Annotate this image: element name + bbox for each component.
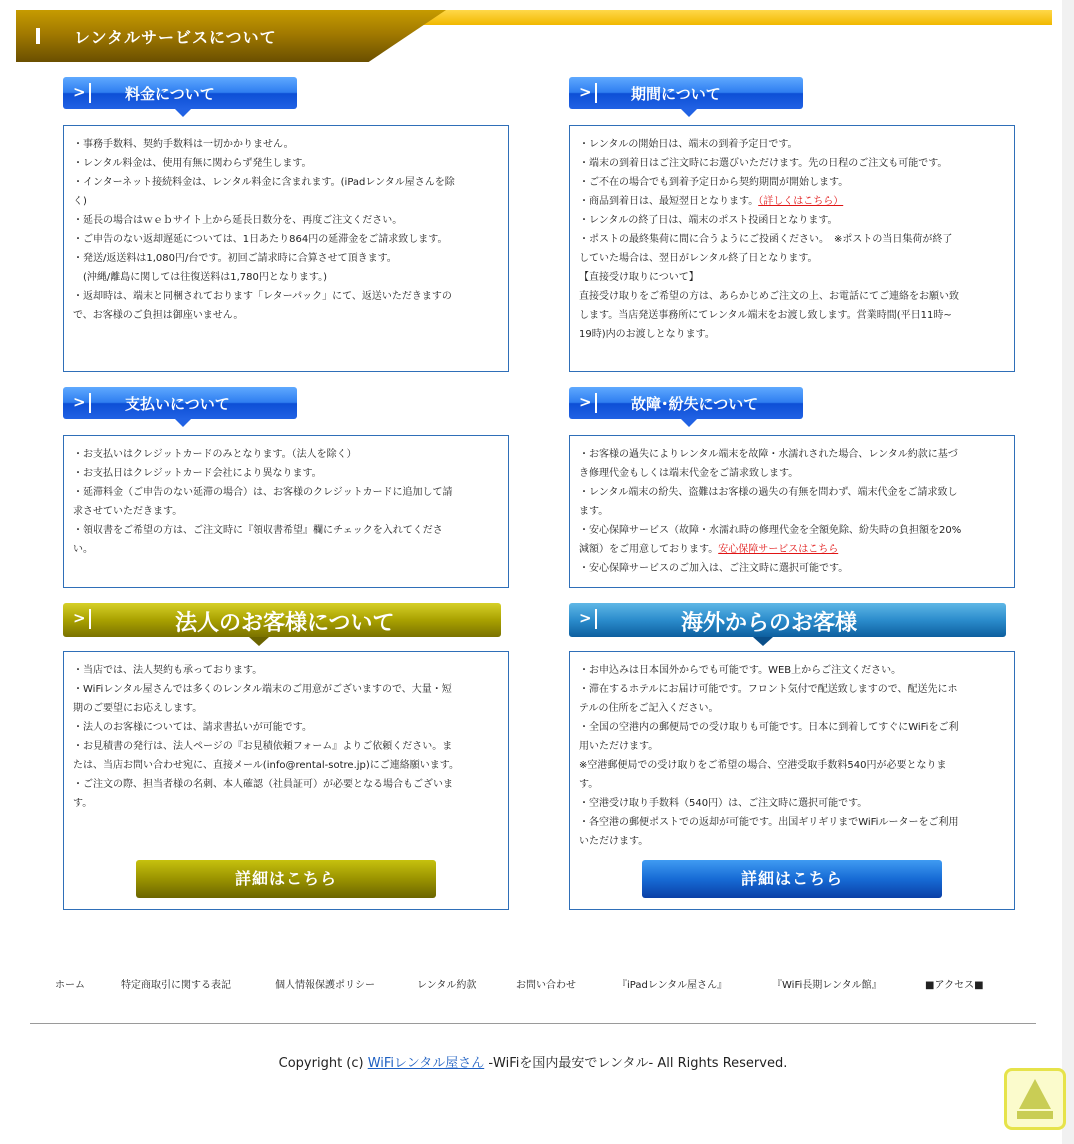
period-section-title: 期間について (631, 85, 721, 103)
ribbon-divider (89, 83, 91, 103)
fee-line: ・レンタル料金は、使用有無に関わらず発生します。 (73, 158, 312, 169)
period-line: ・レンタルの開始日は、端末の到着予定日です。 (579, 139, 798, 150)
payment-line: ・お支払日はクレジットカード会社により異なります。 (73, 468, 322, 479)
chevron-right-icon: > (579, 83, 592, 101)
corporate-line: ・WiFiレンタル屋さんでは多くのレンタル端末のご用意がございますので、大量・短 期のご要望にお応えします。 (73, 684, 452, 714)
damage-line (579, 521, 1006, 559)
payment-section-title: 支払いについて (125, 395, 230, 413)
chevron-right-icon: > (73, 83, 86, 101)
damage-line: ・安心保障サービスのご加入は、ご注文時に選択可能です。 (579, 563, 849, 574)
ribbon-divider (89, 609, 91, 629)
chevron-right-icon: > (73, 393, 86, 411)
main-section-title: レンタルサービスについて (74, 28, 277, 47)
period-line: ・レンタルの終了日は、端末のポスト投函日となります。 (579, 215, 838, 226)
damage-section-title: 故障･紛失について (631, 395, 759, 413)
up-triangle-icon (1019, 1079, 1051, 1109)
footer-nav (0, 976, 1074, 996)
copyright-site-link[interactable]: WiFiレンタル屋さん (367, 1056, 485, 1071)
chevron-right-icon: > (579, 609, 592, 627)
payment-line: ・延滞料金（ご申告のない延滞の場合）は、お客様のクレジットカードに追加して請 求させていただきます。 (73, 487, 453, 517)
overseas-line: ※空港郵便局での受け取りをご希望の場合、空港受取手数料540円が必要となりま す。 (579, 760, 947, 790)
overseas-section-title: 海外からのお客様 (681, 611, 858, 636)
copyright-suffix: -WiFiを国内最安でレンタル- All Rights Reserved. (484, 1056, 788, 1071)
payment-line: ・お支払いはクレジットカードのみとなります。（法人を除く） (73, 449, 357, 460)
period-line: 直接受け取りをご希望の方は、あらかじめご注文の上、お電話にてご連絡をお願い致 します。当店発送事務所にてレンタル端末をお渡し致します。営業時間(平日11時~ 19時)内のお渡しとなります。 (579, 291, 959, 340)
corporate-line: ・お見積書の発行は、法人ページの『お見積依頼フォーム』よりご依頼ください。ま たは、当店お問い合わせ宛に、直接メール(info@rental-sotre.jp)にご連絡願います。 (73, 741, 459, 771)
fee-line: ・ご申告のない返却遅延については、1日あたり864円の延滞金をご請求致します。 (73, 234, 448, 245)
corporate-section-ribbon (63, 603, 501, 637)
footer-link-privacy-policy[interactable]: 個人情報保護ポリシー (275, 980, 375, 991)
ribbon-pointer (681, 419, 697, 427)
damage-line: ・お客様の過失によりレンタル端末を故障・水濡れされた場合、レンタル約款に基づ き修理代金もしくは端末代金をご請求致します。 (579, 449, 958, 479)
footer-divider (30, 1023, 1036, 1024)
ribbon-divider (89, 393, 91, 413)
period-line (579, 192, 1006, 211)
payment-line: ・領収書をご希望の方は、ご注文時に『領収書希望』欄にチェックを入れてくださ い。 (73, 525, 443, 555)
fee-line: (沖縄/離島に関しては往復送料は1,780円となります。) (73, 272, 327, 283)
period-line: ・ご不在の場合でも到着予定日から契約期間が開始します。 (579, 177, 849, 188)
fee-line: ・延長の場合はｗｅｂサイト上から延長日数分を、再度ご注文ください。 (73, 215, 403, 226)
ribbon-pointer (249, 637, 269, 646)
fee-section-box (63, 125, 509, 372)
page-right-edge (1062, 0, 1074, 1144)
damage-section-box (569, 435, 1015, 588)
corporate-details-button[interactable]: 詳細はこちら (136, 860, 436, 898)
footer-link-commercial-law[interactable]: 特定商取引に関する表記 (121, 980, 231, 991)
period-line-text: ・商品到着日は、最短翌日となります。 (579, 196, 759, 207)
overseas-line: ・お申込みは日本国外からでも可能です。WEB上からご注文ください。 (579, 665, 902, 676)
period-section-ribbon (569, 77, 803, 109)
corporate-line: ・ご注文の際、担当者様の名刺、本人確認（社員証可）が必要となる場合もございま す。 (73, 779, 453, 809)
damage-section-ribbon (569, 387, 803, 419)
overseas-line: ・空港受け取り手数料（540円）は、ご注文時に選択可能です。 (579, 798, 868, 809)
period-line: 【直接受け取りについて】 (579, 272, 699, 283)
chevron-right-icon: > (73, 609, 86, 627)
details-link[interactable]: （詳しくはこちら） (758, 196, 844, 207)
fee-line: ・返却時は、端末と同梱されております「レターパック」にて、返送いただきますの で、お客様のご負担は御座いません。 (73, 291, 452, 321)
ribbon-pointer (753, 637, 773, 646)
main-section-header (16, 10, 1052, 62)
ribbon-pointer (175, 419, 191, 427)
footer-link-wifi-long-term[interactable]: 『WiFi長期レンタル館』 (772, 980, 882, 991)
overseas-line: ・滞在するホテルにお届け可能です。フロント気付で配送致しますので、配送先にホ テルの住所をご記入ください。 (579, 684, 958, 714)
corporate-line: ・法人のお客様については、請求書払いが可能です。 (73, 722, 312, 733)
fee-section-title: 料金について (125, 85, 215, 103)
insurance-link[interactable]: 安心保障サービスはこちら (718, 544, 839, 555)
fee-line: ・発送/返送料は1,080円/台です。初回ご請求時に合算させて頂きます。 (73, 253, 397, 264)
footer-link-rental-terms[interactable]: レンタル約款 (417, 980, 477, 991)
damage-line: ・レンタル端末の紛失、盗難はお客様の過失の有無を問わず、端末代金をご請求致し ます。 (579, 487, 958, 517)
overseas-line: ・各空港の郵便ポストでの返却が可能です。出国ギリギリまでWiFiルーターをご利用 いただけます。 (579, 817, 959, 847)
ribbon-pointer (175, 109, 191, 117)
period-line: ・ポストの最終集荷に間に合うようにご投函ください。 ※ポストの当日集荷が終了 していた場合は、翌日がレンタル終了日となります。 (579, 234, 953, 264)
period-section-box (569, 125, 1015, 372)
overseas-details-button[interactable]: 詳細はこちら (642, 860, 942, 898)
overseas-section-ribbon (569, 603, 1006, 637)
footer-link-access[interactable]: ■アクセス■ (925, 980, 984, 991)
back-to-top-button[interactable] (1004, 1068, 1066, 1130)
ribbon-divider (595, 83, 597, 103)
copyright-prefix: Copyright (c) (278, 1056, 368, 1071)
ribbon-divider (595, 609, 597, 629)
footer-link-ipad-rental[interactable]: 『iPadレンタル屋さん』 (617, 980, 728, 991)
corporate-line: ・当店では、法人契約も承っております。 (73, 665, 263, 676)
payment-section-ribbon (63, 387, 297, 419)
ribbon-pointer (681, 109, 697, 117)
period-line: ・端末の到着日はご注文時にお選びいただけます。先の日程のご注文も可能です。 (579, 158, 948, 169)
footer-link-home[interactable]: ホーム (55, 980, 85, 991)
up-arrow-base (1017, 1111, 1053, 1119)
chevron-right-icon: > (579, 393, 592, 411)
fee-line: ・インターネット接続料金は、レンタル料金に含まれます。(iPadレンタル屋さんを除 く) (73, 177, 455, 207)
payment-section-box (63, 435, 509, 588)
overseas-line: ・全国の空港内の郵便局での受け取りも可能です。日本に到着してすぐにWiFiをご利 用いただけます。 (579, 722, 959, 752)
footer-link-contact[interactable]: お問い合わせ (516, 980, 576, 991)
corporate-section-title: 法人のお客様について (175, 611, 395, 636)
ribbon-divider (595, 393, 597, 413)
header-bar-icon (36, 28, 40, 44)
copyright (0, 1052, 1066, 1071)
damage-line-text: ・安心保障サービス（故障・水濡れ時の修理代金を全額免除、紛失時の負担額を20% 減額）をご用意しております。 (579, 525, 962, 555)
fee-line: ・事務手数料、契約手数料は一切かかりません。 (73, 139, 294, 150)
fee-section-ribbon (63, 77, 297, 109)
